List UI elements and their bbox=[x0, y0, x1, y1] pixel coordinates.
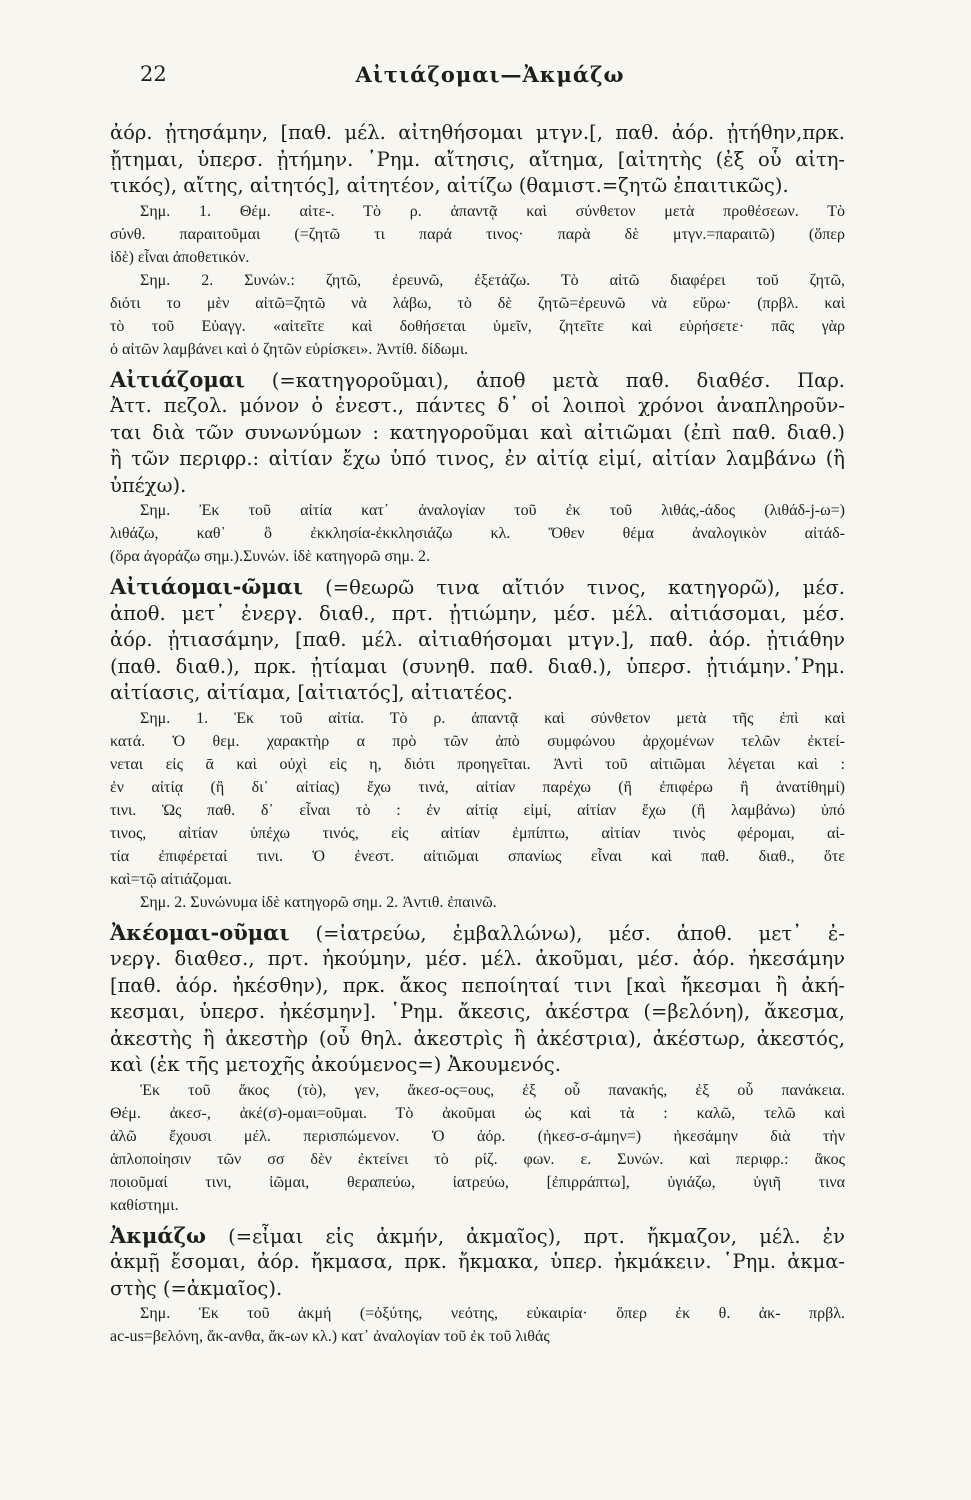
entry-first-line-text: (=ἰατρεύω, ἐμβαλλώνω), μέσ. ἀποθ. μετ᾽ ἐ- bbox=[289, 921, 845, 945]
entry-first-line-text: (=κατηγοροῦμαι), ἀποθ μετὰ παθ. διαθέσ. Παρ. bbox=[245, 368, 845, 392]
text-line: ἀόρ. ᾐτησάμην, [παθ. μέλ. αἰτηθήσομαι μτγν.[, παθ. ἀόρ. ᾐτήθην,πρκ. bbox=[110, 121, 845, 144]
note-line: ἰδὲ) εἶναι ἀποθετικόν. bbox=[110, 248, 250, 266]
page-header bbox=[140, 62, 840, 96]
page-content bbox=[110, 120, 845, 1348]
note-line: ἀλῶ ἔχουσι μέλ. περισπώμενον. Ὁ ἀόρ. (ἠκεσ-σ-άμην=) ἠκεσάμην διὰ τὴν bbox=[110, 1127, 845, 1145]
note-line: λιθάζω, καθ᾽ ὃ ἐκκλησία-ἐκκλησιάζω κλ. Ὅθεν θέμα ἀναλογικὸν αἰτάδ- bbox=[110, 525, 845, 542]
note-block bbox=[110, 269, 845, 361]
text-line: (παθ. διαθ.), πρκ. ᾐτίαμαι (συνηθ. παθ. διαθ.), ὑπερσ. ᾐτιάμην.῾Ρημ. bbox=[110, 654, 845, 678]
text-line: νεργ. διαθεσ., πρτ. ἠκούμην, μέσ. μέλ. ἀκοῦμαι, μέσ. ἀόρ. ἠκεσάμην bbox=[110, 947, 845, 970]
note-line: νεται εἰς ᾱ καὶ οὐχὶ εἰς η, διότι προηγεῖται. Ἀντὶ τοῦ αἰτιῶμαι λέγεται καὶ : bbox=[110, 755, 845, 773]
entry-headword: Αἰτιάομαι-ῶμαι bbox=[110, 574, 304, 599]
text-line: ται διὰ τῶν συνωνύμων : κατηγοροῦμαι καὶ αἰτιῶμαι (ἐπὶ παθ. διαθ.) bbox=[110, 420, 845, 444]
entry-first-line bbox=[110, 1223, 845, 1250]
text-line: κεσμαι, ὑπερσ. ἠκέσμην]. ῾Ρημ. ἄκεσις, ἀκέστρα (=βελόνη), ἄκεσμα, bbox=[110, 1000, 845, 1023]
entry-first-line-text: (=εἶμαι εἰς ἀκμήν, ἀκμαῖος), πρτ. ἤκμαζον, μέλ. ἐν bbox=[206, 1224, 845, 1248]
note-line: τινος, αἰτίαν ὑπέχω τινός, εἰς αἰτίαν ἐμπίπτω, αἰτίαν τινὸς φέρομαι, αἰ- bbox=[110, 824, 845, 842]
note-line: τία ἐπιφέρεταί τινι. Ὁ ἐνεστ. αἰτιῶμαι σπανίως εἶναι καὶ παθ. διαθ., ὅτε bbox=[110, 847, 845, 865]
note-line: ποιοῦμαί τινι, ἰῶμαι, θεραπεύω, ἰατρεύω, [ἐπιρράπτω], ὑγιάζω, ὑγιῆ τινα bbox=[110, 1173, 845, 1191]
note-block bbox=[110, 1302, 845, 1348]
note-line: καθίστημι. bbox=[110, 1196, 179, 1214]
note-line: Σημ. 2. Συνώνυμα ἰδὲ κατηγορῶ σημ. 2. Ἀντιθ. ἐπαινῶ. bbox=[140, 893, 497, 911]
text-line: ὑπέχω). bbox=[110, 473, 187, 497]
note-line: ὁ αἰτῶν λαμβάνει καὶ ὁ ζητῶν εὑρίσκει». Ἀντίθ. δίδωμι. bbox=[110, 340, 469, 358]
note-block bbox=[110, 1079, 845, 1217]
note-line: τινι. Ὡς παθ. δ᾽ εἶναι τὸ : ἐν αἰτίᾳ εἰμί, αἰτίαν ἔχω (ἢ λαμβάνω) ὑπό bbox=[110, 801, 845, 819]
entry-first-line bbox=[110, 574, 845, 601]
entry-headword: Ἀκέομαι-οῦμαι bbox=[110, 919, 290, 945]
note-block bbox=[110, 499, 845, 568]
note-line: Σημ. 1. Ἐκ τοῦ αἰτία. Τὸ ρ. ἀπαντᾷ καὶ σύνθετον μετὰ τῆς ἐπὶ καὶ bbox=[140, 709, 845, 727]
entry-first-line-text: (=θεωρῶ τινα αἴτιόν τινος, κατηγορῶ), μέσ. bbox=[303, 576, 845, 599]
note-line: διότι το μὲν αἰτῶ=ζητῶ νὰ λάβω, τὸ δὲ ζητῶ=ἐρευνῶ νὰ εὕρω· (πρβλ. καὶ bbox=[110, 294, 845, 312]
text-line: ᾔτημαι, ὑπερσ. ᾐτήμην. ῾Ρημ. αἴτησις, αἴτημα, [αἰτητὴς (ἐξ οὗ αἰτη- bbox=[110, 147, 845, 171]
entry-first-line bbox=[110, 367, 845, 394]
body-block bbox=[110, 120, 845, 200]
note-line: ἁπλοποίησιν τῶν σσ δὲν ἐκτείνει τὸ ρίζ. φων. ε. Συνών. καὶ περιφρ.: ἄκος bbox=[110, 1150, 845, 1168]
text-line: στὴς (=ἀκμαῖος). bbox=[110, 1276, 283, 1300]
note-line: Σημ. 1. Θέμ. αἰτε-. Τὸ ρ. ἀπαντᾷ καὶ σύνθετον μετὰ προθέσεων. Τὸ bbox=[140, 202, 845, 220]
text-line: καὶ (ἐκ τῆς μετοχῆς ἀκούμενος=) Ἀκουμενός. bbox=[110, 1053, 561, 1076]
note-line: ἐν αἰτίᾳ (ἢ δι᾽ αἰτίας) ἔχω τινά, αἰτίαν παρέχω (ἢ ἐπιφέρω ἢ ἀνατίθημί) bbox=[110, 778, 845, 796]
text-line: ἀποθ. μετ᾽ ἐνεργ. διαθ., πρτ. ᾐτιώμην, μέσ. μέλ. αἰτιάσομαι, μέσ. bbox=[110, 601, 845, 625]
note-line: τὸ τοῦ Εὐαγγ. «αἰτεῖτε καὶ δοθήσεται ὑμεῖν, ζητεῖτε καὶ εὑρήσετε· πᾶς γὰρ bbox=[110, 317, 845, 335]
note-block bbox=[110, 200, 845, 269]
note-line: (ὅρα ἀγοράζω σημ.).Συνών. ἰδὲ κατηγορῶ σημ. 2. bbox=[110, 548, 431, 565]
note-block bbox=[110, 707, 845, 891]
entry-block bbox=[110, 361, 845, 500]
text-line: ἀκεστὴς ἢ ἀκεστὴρ (οὗ θηλ. ἀκεστρὶς ἢ ἀκέστρια), ἀκέστωρ, ἀκεστός, bbox=[110, 1026, 845, 1050]
entry-block bbox=[110, 1217, 845, 1303]
text-line: τικός), αἴτης, αἰτητός], αἰτητέον, αἰτίζω (θαμιστ.=ζητῶ ἐπαιτικῶς). bbox=[110, 174, 789, 197]
note-line: Ἐκ τοῦ ἄκος (τὸ), γεν, ἄκεσ-ος=ους, ἐξ οὗ πανακής, ἐξ οὗ πανάκεια. bbox=[140, 1081, 845, 1099]
note-line: σύνθ. παραιτοῦμαι (=ζητῶ τι παρά τινος· παρὰ δὲ μτγν.=παραιτῶ) (ὅπερ bbox=[110, 225, 845, 243]
note-line: ac-us=βελόνη, ἄκ-ανθα, ἄκ-ων κλ.) κατ᾽ ἀναλογίαν τοῦ ἐκ τοῦ λιθάς bbox=[110, 1328, 550, 1345]
note-line: καὶ=τῷ αἰτιάζομαι. bbox=[110, 870, 232, 888]
entry-block bbox=[110, 568, 845, 707]
text-line: ἀόρ. ᾐτιασάμην, [παθ. μέλ. αἰτιαθήσομαι μτγν.], παθ. ἀόρ. ᾐτιάθην bbox=[110, 628, 845, 651]
note-line: Σημ. Ἐκ τοῦ ἀκμή (=ὀξύτης, νεότης, εὐκαιρία· ὅπερ ἐκ θ. ἀκ- πρβλ. bbox=[140, 1305, 845, 1322]
note-line: Θέμ. ἀκεσ-, ἀκέ(σ)-ομαι=οῦμαι. Τὸ ἀκοῦμαι ὡς καὶ τὰ : καλῶ, τελῶ καὶ bbox=[110, 1104, 845, 1122]
entry-first-line bbox=[110, 920, 845, 947]
entry-headword: Ἀκμάζω bbox=[110, 1222, 206, 1248]
note-line: Σημ. 2. Συνών.: ζητῶ, ἐρευνῶ, ἐξετάζω. Τὸ αἰτῶ διαφέρει τοῦ ζητῶ, bbox=[140, 271, 845, 289]
text-line: [παθ. ἀόρ. ἠκέσθην), πρκ. ἄκος πεποίηταί τινι [καὶ ἤκεσμαι ἢ ἀκή- bbox=[110, 973, 845, 997]
text-line: ἀκμῇ ἔσομαι, ἀόρ. ἤκμασα, πρκ. ἤκμακα, ὑπερ. ἠκμάκειν. ῾Ρημ. ἀκμα- bbox=[110, 1250, 845, 1273]
text-line: Ἀττ. πεζολ. μόνον ὁ ἐνεστ., πάντες δ᾽ οἱ λοιποὶ χρόνοι ἀναπληροῦν- bbox=[110, 394, 845, 417]
running-head: Αἰτιάζομαι—Ἀκμάζω bbox=[355, 62, 625, 87]
text-line: αἰτίασις, αἰτίαμα, [αἰτιατός], αἰτιατέος. bbox=[110, 681, 513, 704]
text-line: ἢ τῶν περιφρ.: αἰτίαν ἔχω ὑπό τινος, ἐν αἰτίᾳ εἰμί, αἰτίαν λαμβάνω (ἢ bbox=[110, 447, 845, 470]
page-number: 22 bbox=[140, 62, 167, 86]
entry-headword: Αἰτιάζομαι bbox=[110, 366, 246, 392]
note-block bbox=[110, 891, 845, 914]
entry-block bbox=[110, 914, 845, 1079]
note-line: κατά. Ὁ θεμ. χαρακτὴρ α πρὸ τῶν ἀπὸ συμφώνου ἀρχομένων τελῶν ἐκτεί- bbox=[110, 732, 845, 750]
note-line: Σημ. Ἐκ τοῦ αἰτία κατ᾽ ἀναλογίαν τοῦ ἐκ τοῦ λιθάς,-άδος (λιθάδ-j-ω=) bbox=[140, 502, 845, 519]
